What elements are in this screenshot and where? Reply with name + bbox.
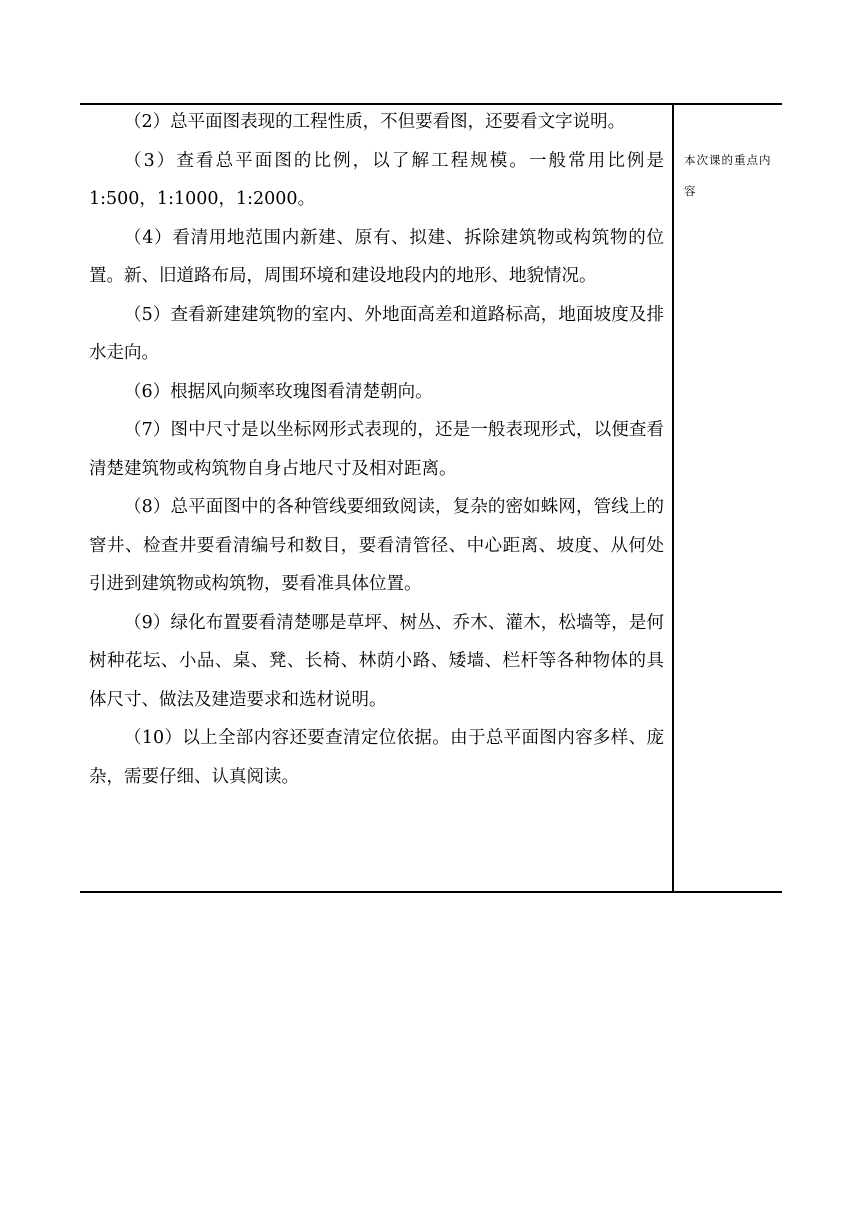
paragraph-item-5: （5）查看新建建筑物的室内、外地面高差和道路标高，地面坡度及排水走向。 [89,304,664,363]
paragraph-item-6: （6）根据风向频率玫瑰图看清楚朝向。 [124,381,433,402]
paragraph-item-9: （9）绿化布置要看清楚哪是草坪、树丛、乔木、灌木，松墙等，是何树种花坛、小品、桌、凳、长椅、林荫小路、矮墙、栏杆等各种物体的具体尺寸、做法及建造要求和选材说明。 [89,612,664,710]
side-note-cell [676,105,782,891]
paragraph-item-7: （7）图中尺寸是以坐标网形式表现的，还是一般表现形式，以便查看清楚建筑物或构筑物自身占地尺寸及相对距离。 [89,420,664,479]
paragraph-item-8: （8）总平面图中的各种管线要细致阅读，复杂的密如蛛网，管线上的窨井、检查井要看清编号和数目，要看清管径、中心距离、坡度、从何处引进到建筑物或构筑物，要看准具体位置。 [89,497,664,594]
paragraph-item-10: （10）以上全部内容还要查清定位依据。由于总平面图内容多样、庞杂，需要仔细、认真阅读。 [89,728,664,787]
paragraph-item-2: （2）总平面图表现的工程性质，不但要看图，还要看文字说明。 [124,112,626,132]
content-table [80,103,782,893]
paragraph-item-3: （3）查看总平面图的比例，以了解工程规模。一般常用比例是 1:500，1:1000，1:2000。 [89,150,664,209]
side-note-text: 本次课的重点内容 [684,153,772,198]
main-content-cell [80,105,674,891]
paragraph-item-4: （4）看清用地范围内新建、原有、拟建、拆除建筑物或构筑物的位置。新、旧道路布局，周围环境和建设地段内的地形、地貌情况。 [89,227,664,286]
